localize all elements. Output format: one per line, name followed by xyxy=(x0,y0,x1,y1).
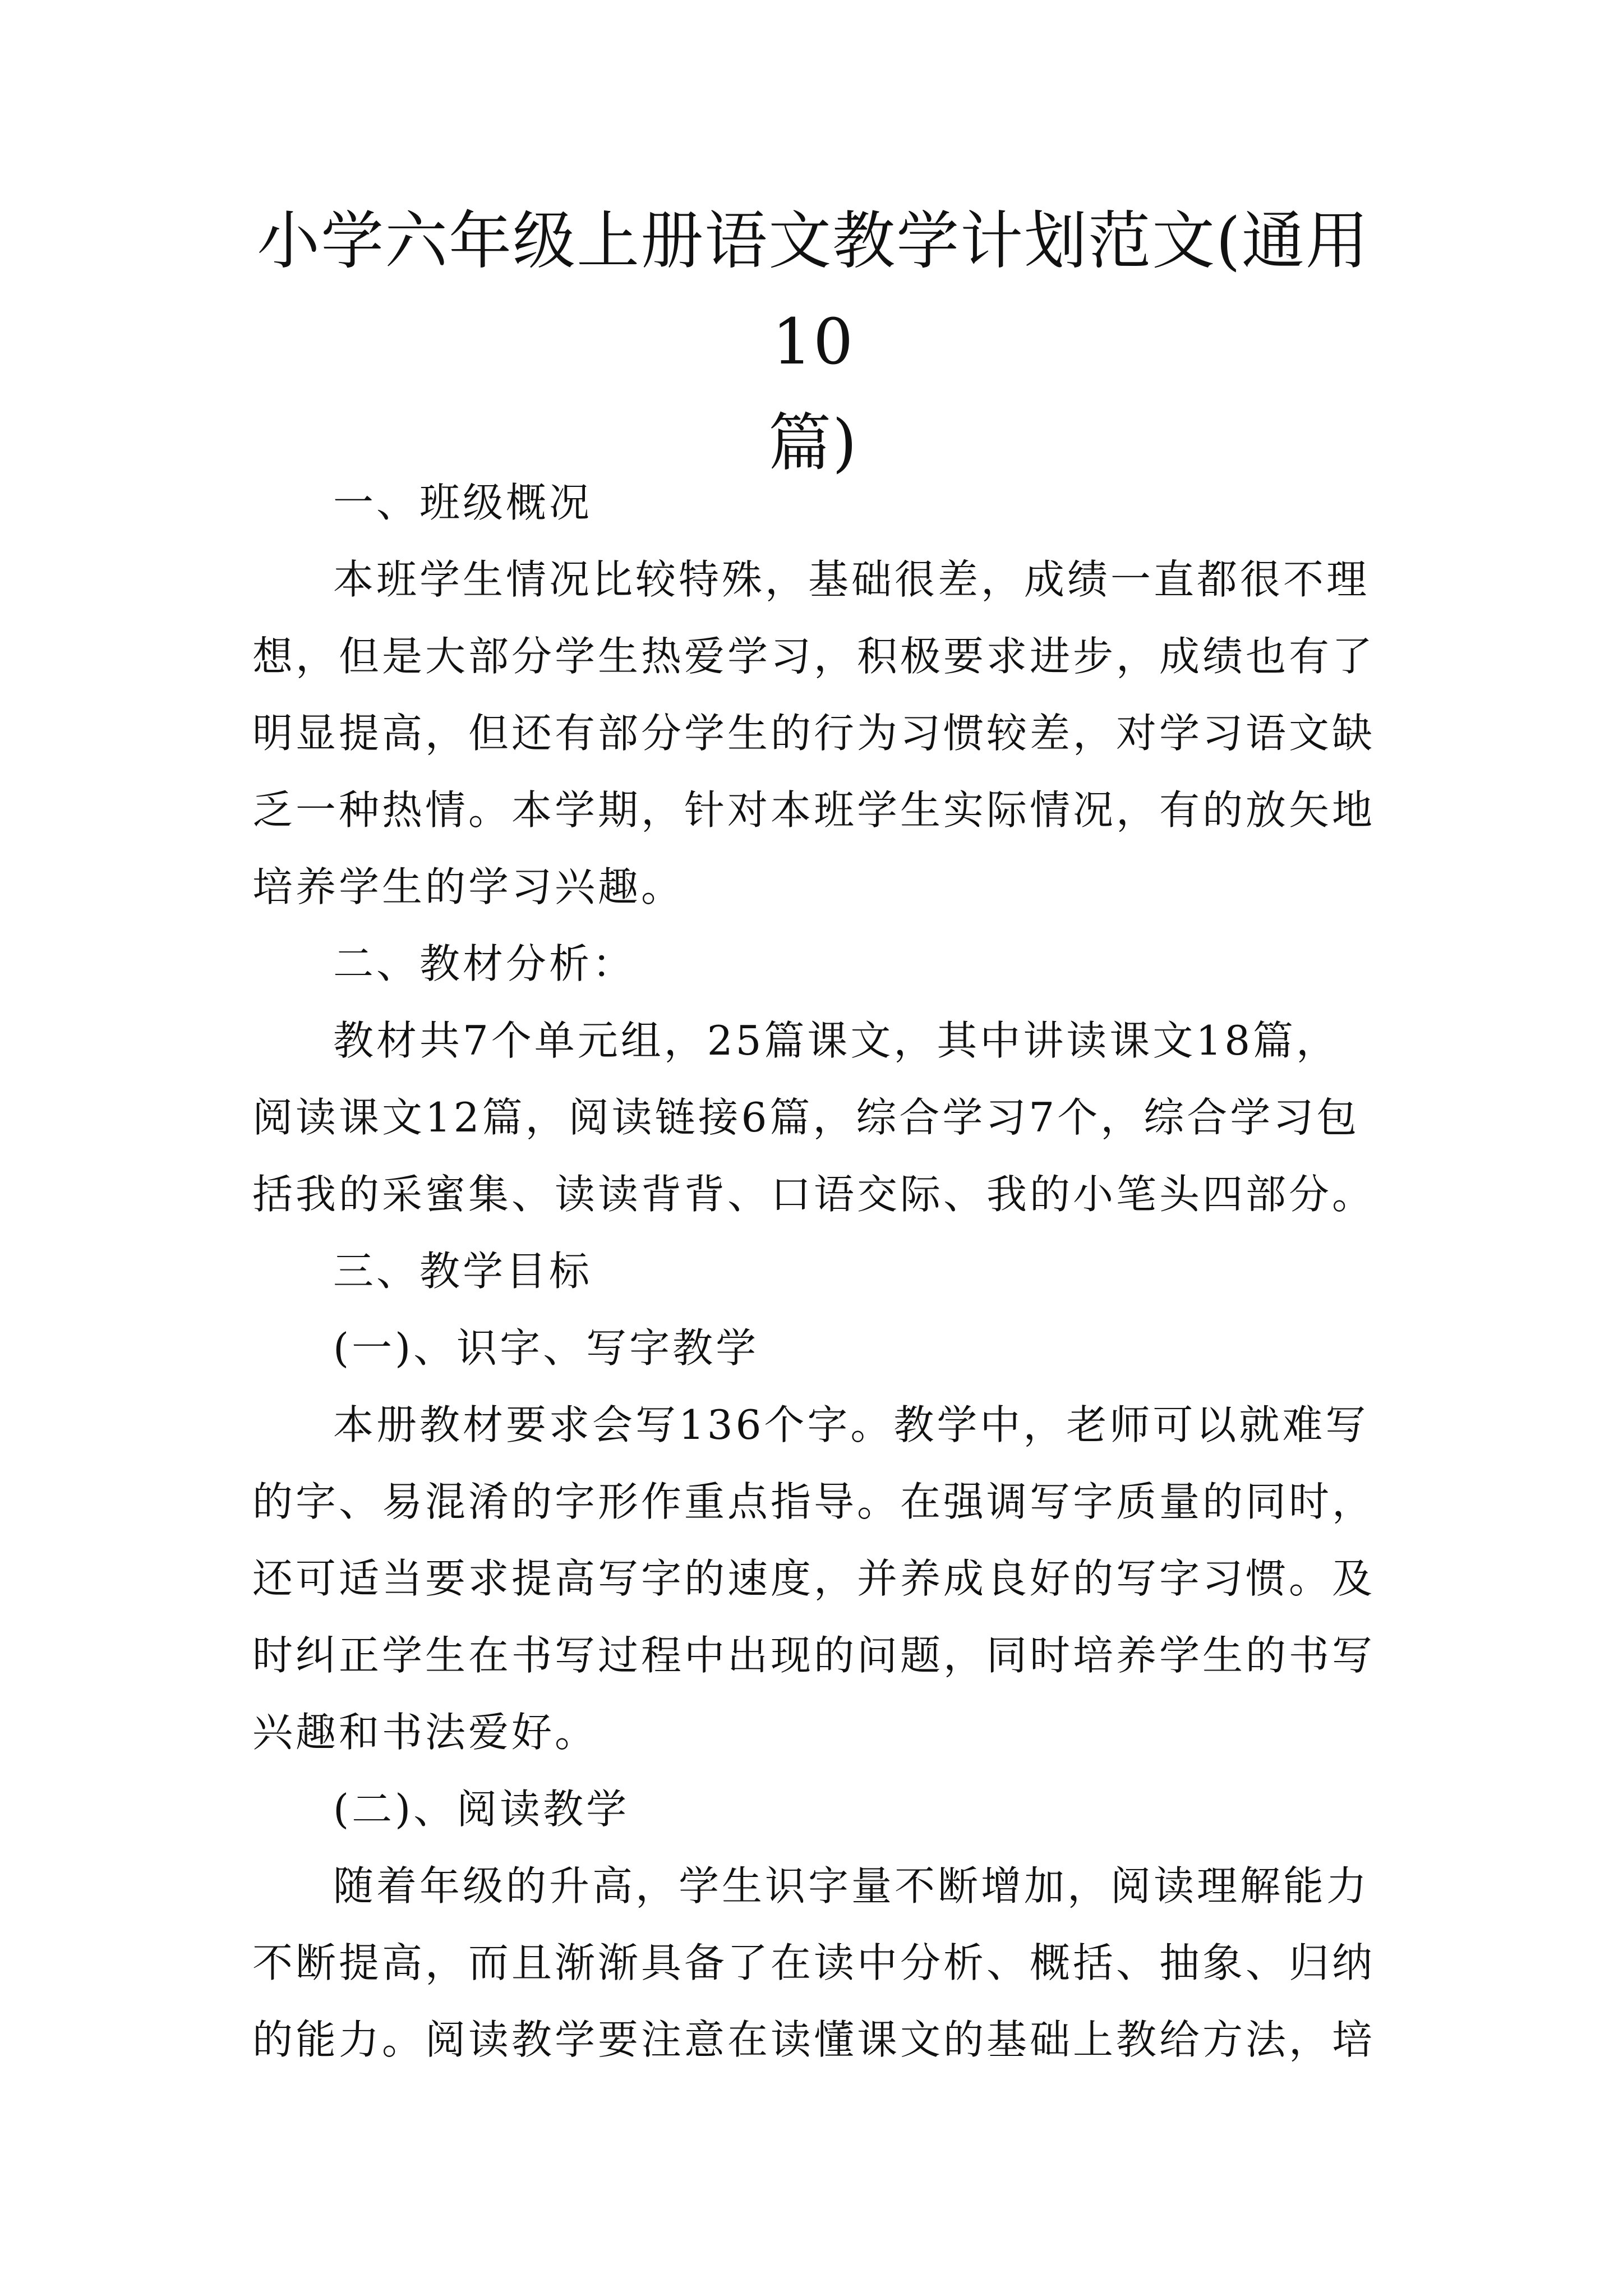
subsection-heading-reading: (二)、阅读教学 xyxy=(333,1786,630,1833)
section-heading-class-overview: 一、班级概况 xyxy=(333,479,593,526)
document-body xyxy=(252,464,1380,2078)
document-title xyxy=(241,191,1385,494)
section-heading-textbook-analysis: 二、教材分析： xyxy=(333,940,636,987)
paragraph-literacy-writing: 本册教材要求会写136个字。教学中，老师可以就难写的字、易混淆的字形作重点指导。在强调写字质量的同时，还可适当要求提高写字的速度，并养成良好的写字习惯。及时纠正学生在书写过程中出现的问题，同时培养学生的书写兴趣和书法爱好。 xyxy=(252,1401,1376,1756)
title-line-2: 篇) xyxy=(768,407,858,480)
paragraph-reading: 随着年级的升高，学生识字量不断增加，阅读理解能力不断提高，而且渐渐具备了在读中分析、概括、抽象、归纳的能力。阅读教学要注意在读懂课文的基础上教给方法，培 xyxy=(252,1862,1376,2063)
subsection-heading-literacy-writing: (一)、识字、写字教学 xyxy=(333,1324,759,1372)
paragraph-textbook-analysis: 教材共7个单元组，25篇课文，其中讲读课文18篇，阅读课文12篇，阅读链接6篇，综合学习7个，综合学习包括我的采蜜集、读读背背、口语交际、我的小笔头四部分。 xyxy=(252,1017,1376,1218)
paragraph-class-overview: 本班学生情况比较特殊，基础很差，成绩一直都很不理想，但是大部分学生热爱学习，积极要求进步，成绩也有了明显提高，但还有部分学生的行为习惯较差，对学习语文缺乏一种热情。本学期，针对本班学生实际情况，有的放矢地培养学生的学习兴趣。 xyxy=(252,556,1376,910)
section-heading-teaching-goals: 三、教学目标 xyxy=(333,1248,593,1295)
title-line-1: 小学六年级上册语文教学计划范文(通用10 xyxy=(257,205,1370,379)
